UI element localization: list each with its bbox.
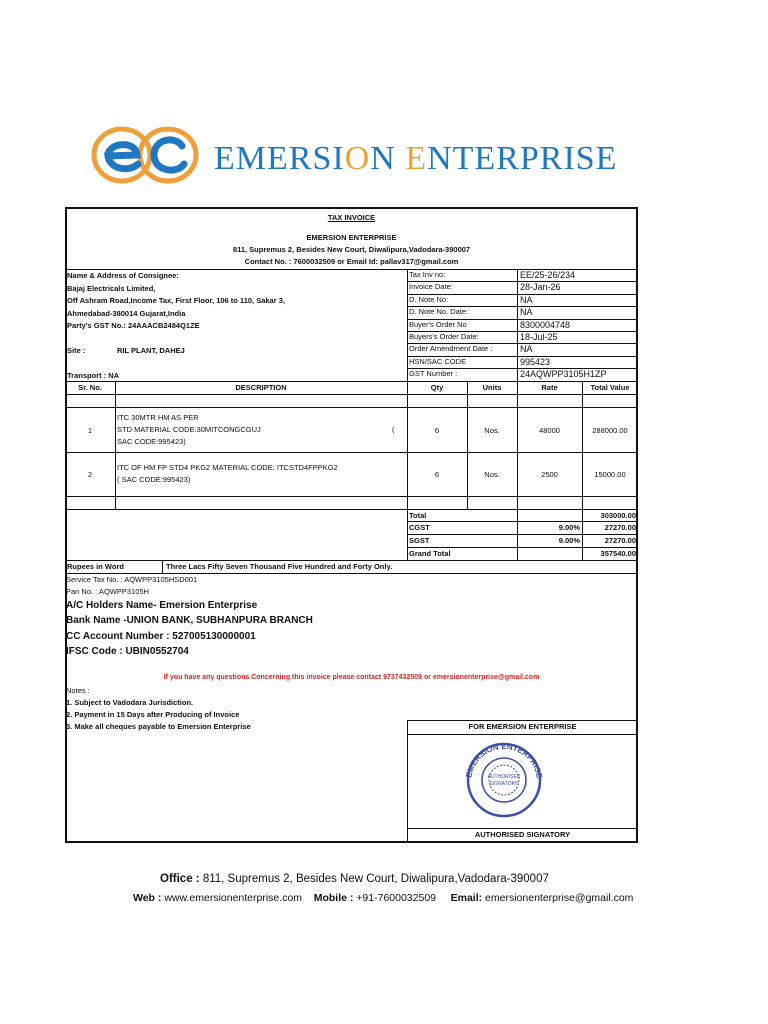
footer-mobile-value: +91-7600032509 — [356, 892, 437, 904]
item1-units: Nos. — [484, 426, 500, 435]
header-contact: Contact No. : 7600032509 or Email Id: pallav317@gmail.com — [244, 257, 459, 266]
sgst-value: 27270.00 — [604, 536, 636, 545]
meta-value: NA — [520, 307, 533, 318]
invoice-title: TAX INVOICE — [327, 213, 376, 222]
item2-qty: 6 — [434, 470, 440, 479]
sgst-rate: 9.00% — [558, 536, 580, 545]
note-2: 2. Payment in 15 Days after Producing of Invoice — [66, 710, 240, 719]
footer-office-label: Office : — [160, 873, 200, 885]
meta-label: Tax Inv no: — [409, 270, 446, 279]
total-label: Total — [409, 511, 427, 520]
header-address: 811, Supremus 2, Besides New Court, Diwalipura,Vadodara-390007 — [232, 245, 471, 254]
meta-label: HSN/SAC CODE — [409, 356, 467, 366]
ifsc-code: IFSC Code : UBIN0552704 — [66, 646, 189, 657]
brand-name: EMERSION ENTERPRISE — [214, 140, 618, 177]
cgst-label: CGST — [409, 523, 430, 532]
footer-email-label: Email: — [450, 892, 483, 904]
item1-sr: 1 — [87, 426, 93, 435]
meta-value: EE/25-26/234 — [520, 270, 576, 280]
svg-text:EMERSION ENTERPRISE: EMERSION ENTERPRISE — [464, 741, 544, 779]
item2-desc-line2: ( SAC CODE:995423) — [117, 475, 191, 484]
consignee-gst: Party's GST No.: 24AAACB2484Q1ZE — [67, 321, 200, 330]
meta-label: D. Note No: — [409, 294, 449, 304]
item2-units: Nos. — [484, 470, 500, 479]
col-units: Units — [482, 383, 502, 392]
grand-total-label: Grand Total — [409, 549, 451, 558]
item2-sr: 2 — [87, 470, 93, 479]
transport: Transport : NA — [67, 371, 120, 380]
meta-label: D. Note No. Date: — [409, 307, 469, 317]
col-description: DESCRIPTION — [235, 383, 287, 392]
consignee-line3: Ahmedabad-380014 Gujarat,India — [67, 309, 186, 318]
emersion-logo-icon — [90, 126, 202, 184]
footer-web-label: Web : — [133, 892, 162, 904]
note-1: 1. Subject to Vadodara Jurisdiction. — [66, 698, 194, 707]
meta-label: Order Amendment Date : — [409, 344, 493, 354]
col-sr: Sr. No. — [78, 383, 102, 392]
col-total: Total Value — [590, 383, 630, 392]
for-company: FOR EMERSION ENTERPRISE — [468, 722, 577, 731]
meta-value: 8300004748 — [520, 319, 571, 330]
col-qty: Qty — [430, 383, 444, 392]
meta-value: 18-Jul-25 — [520, 332, 558, 342]
item1-qty: 6 — [434, 426, 440, 435]
meta-value: 28-Jan-26 — [520, 282, 561, 293]
footer-email-value: emersionenterprise@gmail.com — [485, 892, 634, 904]
meta-value: 995423 — [520, 356, 551, 367]
site-value: RIL PLANT, DAHEJ — [117, 346, 185, 355]
item2-rate: 2500 — [541, 470, 558, 479]
notes-heading: Notes : — [66, 686, 90, 695]
authorised-signatory: AUTHORISED SIGNATORY — [474, 830, 571, 839]
consignee-line2: Off Ashram Road,Income Tax, First Floor, 106 to 110, Sakar 3, — [67, 296, 285, 305]
meta-label: Buyer's Order No — [409, 319, 467, 329]
svg-text:AUTHORISED: AUTHORISED — [487, 774, 521, 780]
grand-total-value: 357540.00 — [600, 549, 636, 558]
pan-no: Pan No. : AQWPP3105H — [66, 587, 149, 596]
svg-text:SIGNATORY: SIGNATORY — [489, 781, 519, 787]
header-company: EMERSION ENTERPRISE — [306, 233, 397, 242]
item2-total: 15000.00 — [594, 470, 626, 479]
total-value: 303000.00 — [600, 511, 636, 520]
company-seal-stamp — [461, 740, 547, 818]
item1-total: 288000.00 — [592, 426, 628, 435]
item1-desc-line2: STD MATERIAL CODE:30MITCONGCGUJ — [117, 425, 261, 434]
meta-label: GST Number : — [409, 369, 458, 379]
item1-desc-line1: ITC 30MTR HM AS PER — [117, 413, 199, 422]
footer-mobile-label: Mobile : — [313, 892, 354, 904]
site-label: Site : — [67, 346, 86, 355]
footer-web-value: www.emersionenterprise.com — [164, 892, 303, 904]
item1-desc-line3: SAC CODE:995423) — [117, 437, 186, 446]
service-tax-no: Service Tax No. : AQWPP3105HSD001 — [66, 575, 198, 584]
sgst-label: SGST — [409, 536, 430, 545]
footer-office-value: 811, Supremus 2, Besides New Court, Diwalipura,Vadodara-390007 — [202, 873, 549, 885]
consignee-heading: Name & Address of Consignee: — [67, 271, 179, 280]
rupees-in-word-value: Three Lacs Fifty Seven Thousand Five Hundred and Forty Only. — [166, 562, 393, 571]
meta-label: Invoice Date: — [409, 282, 453, 292]
cgst-rate: 9.00% — [558, 523, 580, 532]
rupees-in-word-label: Rupees in Word — [67, 562, 124, 571]
consignee-line1: Bajaj Electricals Limited, — [67, 284, 156, 293]
contact-notice: If you have any questions Concerning this invoice please contact 9737432509 or emersionenterprise@gmail.com — [163, 674, 540, 681]
item1-desc-bracket: ( — [392, 425, 395, 434]
account-holder: A/C Holders Name- Emersion Enterprise — [66, 600, 258, 611]
meta-value: NA — [520, 344, 533, 355]
meta-value: 24AQWPP3105H1ZP — [520, 369, 607, 380]
col-rate: Rate — [541, 383, 558, 392]
meta-value: NA — [520, 294, 533, 305]
footer-office — [160, 873, 549, 885]
footer-contacts — [133, 892, 633, 904]
cc-account-number: CC Account Number : 527005130000001 — [66, 631, 256, 642]
meta-label: Buyers's Order Date: — [409, 332, 479, 341]
bank-name: Bank Name -UNION BANK, SUBHANPURA BRANCH — [66, 615, 313, 626]
note-3: 3. Make all cheques payable to Emersion Enterprise — [66, 722, 251, 731]
cgst-value: 27270.00 — [604, 523, 636, 532]
item2-desc-line1: ITC OF HM FP STD4 PKG2 MATERIAL CODE: ITCSTD4FPPKG2 — [117, 463, 338, 472]
item1-rate: 48000 — [539, 426, 560, 435]
